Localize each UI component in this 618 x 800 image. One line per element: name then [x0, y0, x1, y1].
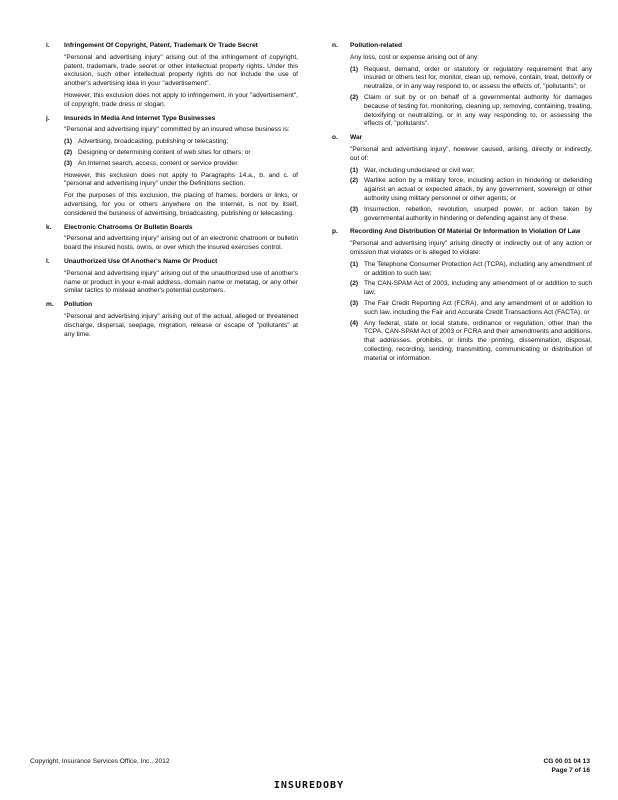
section-letter: j.: [46, 114, 50, 122]
section-intro: "Personal and advertising injury" arising directly or indirectly out of any action or omission that violates or is alleged to violate:: [350, 240, 592, 256]
item-text: War, including undeclared or civil war;: [364, 166, 475, 174]
section-paragraph: "Personal and advertising injury" arising out of the actual, alleged or threatened discharge, dispersal, seepage, migration, release or escape of "pollutants" at any time.: [64, 312, 298, 338]
section-title: Electronic Chatrooms Or Bulletin Boards: [64, 223, 193, 231]
section-letter: n.: [332, 42, 338, 49]
item-list: [350, 66, 592, 130]
list-item: [64, 149, 298, 158]
section-letter: l.: [46, 257, 50, 265]
section-title: Recording And Distribution Of Material Or Information In Violation Of Law: [350, 228, 581, 236]
section-paragraph: However, this exclusion does not apply to Paragraphs 14.a., b. and c. of "personal and advertising injury" under the Definitions section.: [64, 171, 298, 188]
item-list: [64, 138, 298, 168]
item-text: Request, demand, order or statutory or regulatory requirement that any insured or others test for, monitor, clean up, remove, contain, treat, detoxify or neutralize, or in any way respond to, or assess the effects of, "pollutants"; or: [364, 65, 592, 91]
item-text: An Internet search, access, content or service provider.: [78, 159, 239, 167]
list-item: [350, 206, 592, 224]
section-title: Pollution-related: [350, 42, 403, 49]
list-item: [64, 160, 298, 169]
section-letter: o.: [332, 134, 338, 142]
section-paragraph: However, this exclusion does not apply to infringement, in your "advertisement", of copyright, trade dress or slogan.: [64, 91, 298, 108]
list-item: [350, 280, 592, 298]
section-intro: "Personal and advertising injury", however caused, arising, directly or indirectly, out of:: [350, 145, 592, 162]
section-paragraph: "Personal and advertising injury" arising out of the infringement of copyright, patent, trademark, trade secret or other intellectual property rights. Under this exclusion, such other intellectual property rights do not include the use of another's advertising idea in your "advertisement".: [64, 53, 298, 88]
item-number: (3): [350, 299, 359, 307]
section-title: Unauthorized Use Of Another's Name Or Product: [64, 257, 218, 265]
list-item: [350, 320, 592, 364]
section-paragraph: For the purposes of this exclusion, the placing of frames, borders or links, or advertising, for you or others anywhere on the Internet, is not by itself, considered the business of advertising, broadcasting, publishing or telecasting.: [64, 192, 298, 217]
form-number: CG 00 01 04 13: [543, 758, 590, 765]
list-item: [350, 300, 592, 318]
copyright-notice: Copyright, Insurance Services Office, Inc., 2012: [30, 758, 170, 765]
section-l: [46, 258, 298, 296]
item-list: [350, 261, 592, 364]
section-letter: m.: [46, 301, 54, 309]
section-letter: k.: [46, 223, 52, 231]
list-item: [350, 94, 592, 129]
section-title: Infringement Of Copyright, Patent, Trademark Or Trade Secret: [64, 42, 258, 49]
section-n: [332, 42, 592, 129]
item-text: Advertising, broadcasting, publishing or telecasting;: [78, 138, 229, 146]
section-paragraph: "Personal and advertising injury" arising out of the unauthorized use of another's name or product in your e-mail address, domain name or metatag, or any other similar tactics to mislead another's potential customers.: [64, 269, 298, 295]
item-text: Designing or determining content of web sites for others; or: [78, 148, 251, 156]
item-text: The Fair Credit Reporting Act (FCRA), and any amendment of or addition to such law, including the Fair and Accurate Credit Transactions Act (FACTA); or: [364, 299, 592, 316]
section-p: [332, 228, 592, 363]
section-o: [332, 134, 592, 223]
item-number: (4): [350, 319, 359, 327]
item-number: (3): [64, 159, 73, 167]
list-item: [64, 138, 298, 147]
section-intro: Any loss, cost or expense arising out of any:: [350, 53, 480, 61]
item-text: Insurrection, rebellion, revolution, usurped power, or action taken by governmental authority in hindering or defending against any of these.: [364, 205, 592, 222]
section-title: Pollution: [64, 301, 93, 309]
page-number: Page 7 of 16: [551, 767, 590, 774]
item-number: (2): [350, 93, 359, 101]
section-m: [46, 301, 298, 339]
section-paragraph: "Personal and advertising injury" arising out of an electronic chatroom or bulletin board the insured hosts, owns, or over which the insured exercises control.: [64, 235, 298, 252]
item-text: Warlike action by a military force, including action in hindering or defending against an actual or expected attack, by any government, sovereign or other authority using military personnel or other agents; or: [364, 177, 592, 202]
item-number: (2): [350, 177, 359, 185]
item-number: (1): [64, 138, 73, 146]
section-intro: "Personal and advertising injury" committed by an insured whose business is:: [64, 126, 290, 134]
section-title: Insureds In Media And Internet Type Businesses: [64, 114, 216, 122]
item-number: (1): [350, 166, 359, 174]
list-item: [350, 167, 592, 176]
section-letter: i.: [46, 42, 50, 49]
item-number: (2): [350, 280, 359, 288]
list-item: [350, 177, 592, 203]
item-text: Any federal, state or local statute, ordinance or regulation, other than the TCPA, CAN-SPAM Act of 2003 or FCRA and their amendments and additions, that addresses, prohibits, or limits the printing, dissemination, disposal, collecting, recording, sending, transmitting, communicating or distribution of material or information.: [364, 319, 592, 362]
item-list: [350, 167, 592, 224]
section-letter: p.: [332, 228, 338, 236]
item-text: Claim or suit by or on behalf of a governmental authority for damages because of testing for, monitoring, cleaning up, removing, containing, treating, detoxifying or neutralizing, or in any way responding to, or assessing the effects of, "pollutants".: [364, 93, 592, 128]
section-title: War: [350, 134, 363, 142]
item-number: (3): [350, 205, 359, 213]
list-item: [350, 66, 592, 92]
item-number: (1): [350, 65, 359, 73]
section-k: [46, 224, 298, 253]
left-column: [46, 42, 298, 344]
watermark-text: INSUREDOBY: [273, 780, 345, 791]
item-text: The CAN-SPAM Act of 2003, including any amendment of or addition to such law;: [364, 280, 592, 297]
section-i: [46, 42, 298, 110]
item-number: (1): [350, 260, 359, 268]
right-column: [332, 42, 592, 369]
list-item: [350, 261, 592, 279]
item-text: The Telephone Consumer Protection Act (TCPA), including any amendment of or addition to such law;: [364, 260, 592, 277]
section-j: [46, 115, 298, 219]
item-number: (2): [64, 148, 73, 156]
